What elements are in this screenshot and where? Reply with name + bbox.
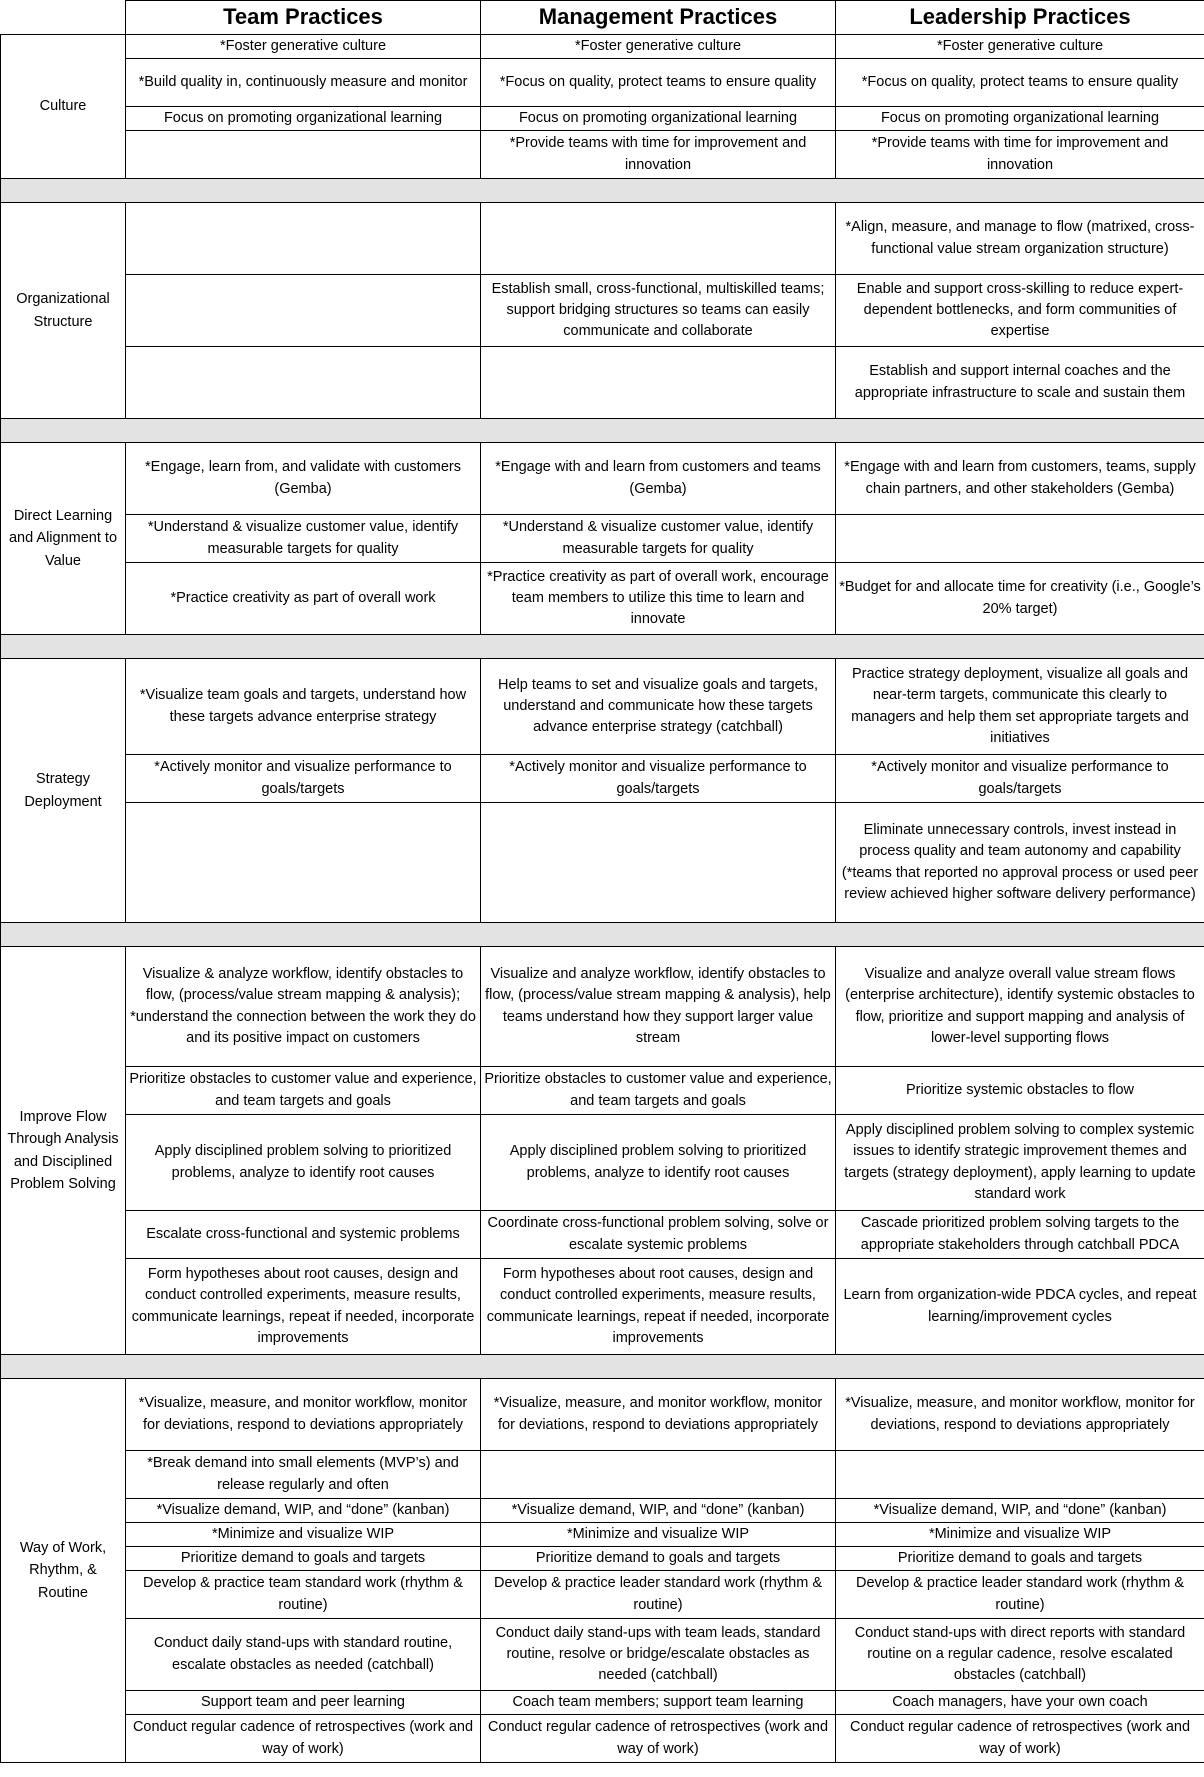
leadership-cell [836, 1451, 1204, 1499]
leadership-cell: Develop & practice leader standard work (rhythm & routine) [836, 1571, 1204, 1619]
management-cell: Conduct regular cadence of retrospectives (work and way of work) [481, 1715, 836, 1763]
table-row [1, 1715, 1204, 1763]
table-row [1, 1451, 1204, 1499]
management-cell: *Foster generative culture [481, 35, 836, 59]
team-cell [126, 131, 481, 179]
team-cell: *Understand & visualize customer value, identify measurable targets for quality [126, 515, 481, 563]
table-row [1, 1259, 1204, 1355]
management-cell [481, 803, 836, 923]
section-separator [1, 923, 1204, 947]
table-row [1, 1691, 1204, 1715]
leadership-cell: Focus on promoting organizational learning [836, 107, 1204, 131]
leadership-cell: *Visualize demand, WIP, and “done” (kanban) [836, 1499, 1204, 1523]
section-separator [1, 635, 1204, 659]
team-cell: Escalate cross-functional and systemic problems [126, 1211, 481, 1259]
team-cell: *Practice creativity as part of overall work [126, 563, 481, 635]
section-label-strategy-deployment: Strategy Deployment [1, 659, 126, 923]
team-cell: Visualize & analyze workflow, identify obstacles to flow, (process/value stream mapping & analysis); *understand the connection between the work they do and its positive impact on customers [126, 947, 481, 1067]
section-separator [1, 419, 1204, 443]
management-cell: *Visualize, measure, and monitor workflow, monitor for deviations, respond to deviations appropriately [481, 1379, 836, 1451]
management-cell: *Understand & visualize customer value, identify measurable targets for quality [481, 515, 836, 563]
section-label-way-of-work: Way of Work, Rhythm, & Routine [1, 1379, 126, 1763]
table-row [1, 347, 1204, 419]
management-cell: Coordinate cross-functional problem solving, solve or escalate systemic problems [481, 1211, 836, 1259]
team-cell: Conduct regular cadence of retrospectives (work and way of work) [126, 1715, 481, 1763]
team-cell [126, 803, 481, 923]
table-row [1, 443, 1204, 515]
leadership-cell: Apply disciplined problem solving to complex systemic issues to identify strategic improvement themes and targets (strategy deployment), apply learning to update standard work [836, 1115, 1204, 1211]
leadership-cell: Conduct regular cadence of retrospectives (work and way of work) [836, 1715, 1204, 1763]
table-row [1, 275, 1204, 347]
table-row [1, 1571, 1204, 1619]
management-cell: Coach team members; support team learning [481, 1691, 836, 1715]
table-row [1, 1067, 1204, 1115]
leadership-cell: *Foster generative culture [836, 35, 1204, 59]
section-label-organizational-structure: Organizational Structure [1, 203, 126, 419]
table-row [1, 1547, 1204, 1571]
table-row [1, 1115, 1204, 1211]
table-row [1, 1523, 1204, 1547]
team-cell: Support team and peer learning [126, 1691, 481, 1715]
leadership-cell: Practice strategy deployment, visualize all goals and near-term targets, communicate this clearly to managers and help them set appropriate targets and initiatives [836, 659, 1204, 755]
team-cell: Focus on promoting organizational learning [126, 107, 481, 131]
leadership-cell: *Minimize and visualize WIP [836, 1523, 1204, 1547]
header-team-practices: Team Practices [126, 1, 481, 35]
management-cell: Prioritize demand to goals and targets [481, 1547, 836, 1571]
leadership-cell: *Focus on quality, protect teams to ensure quality [836, 59, 1204, 107]
table-row [1, 1211, 1204, 1259]
team-cell: Apply disciplined problem solving to prioritized problems, analyze to identify root causes [126, 1115, 481, 1211]
management-cell [481, 1451, 836, 1499]
management-cell: *Visualize demand, WIP, and “done” (kanban) [481, 1499, 836, 1523]
management-cell [481, 203, 836, 275]
management-cell: Apply disciplined problem solving to prioritized problems, analyze to identify root causes [481, 1115, 836, 1211]
leadership-cell: *Align, measure, and manage to flow (matrixed, cross-functional value stream organization structure) [836, 203, 1204, 275]
leadership-cell: Learn from organization-wide PDCA cycles, and repeat learning/improvement cycles [836, 1259, 1204, 1355]
management-cell: Form hypotheses about root causes, design and conduct controlled experiments, measure results, communicate learnings, repeat if needed, incorporate improvements [481, 1259, 836, 1355]
leadership-cell: Establish and support internal coaches and the appropriate infrastructure to scale and sustain them [836, 347, 1204, 419]
management-cell: Establish small, cross-functional, multiskilled teams; support bridging structures so teams can easily communicate and collaborate [481, 275, 836, 347]
team-cell [126, 203, 481, 275]
management-cell: Focus on promoting organizational learning [481, 107, 836, 131]
team-cell: *Engage, learn from, and validate with customers (Gemba) [126, 443, 481, 515]
team-cell: *Break demand into small elements (MVP’s) and release regularly and often [126, 1451, 481, 1499]
header-management-practices: Management Practices [481, 1, 836, 35]
team-cell [126, 275, 481, 347]
team-cell: *Build quality in, continuously measure and monitor [126, 59, 481, 107]
section-label-culture: Culture [1, 35, 126, 179]
management-cell: Visualize and analyze workflow, identify obstacles to flow, (process/value stream mapping & analysis), help teams understand how they support larger value stream [481, 947, 836, 1067]
leadership-cell: Prioritize systemic obstacles to flow [836, 1067, 1204, 1115]
table-row [1, 35, 1204, 59]
management-cell: *Practice creativity as part of overall work, encourage team members to utilize this time to learn and innovate [481, 563, 836, 635]
leadership-cell [836, 515, 1204, 563]
leadership-cell: *Provide teams with time for improvement and innovation [836, 131, 1204, 179]
team-cell: *Actively monitor and visualize performance to goals/targets [126, 755, 481, 803]
leadership-cell: Enable and support cross-skilling to reduce expert-dependent bottlenecks, and form communities of expertise [836, 275, 1204, 347]
leadership-cell: Prioritize demand to goals and targets [836, 1547, 1204, 1571]
leadership-cell: *Actively monitor and visualize performance to goals/targets [836, 755, 1204, 803]
table-row [1, 203, 1204, 275]
team-cell: *Visualize team goals and targets, understand how these targets advance enterprise strategy [126, 659, 481, 755]
management-cell: *Provide teams with time for improvement and innovation [481, 131, 836, 179]
header-leadership-practices: Leadership Practices [836, 1, 1204, 35]
team-cell: *Foster generative culture [126, 35, 481, 59]
team-cell: Conduct daily stand-ups with standard routine, escalate obstacles as needed (catchball) [126, 1619, 481, 1691]
management-cell: Develop & practice leader standard work (rhythm & routine) [481, 1571, 836, 1619]
table-row [1, 947, 1204, 1067]
management-cell [481, 347, 836, 419]
leadership-cell: Cascade prioritized problem solving targets to the appropriate stakeholders through catchball PDCA [836, 1211, 1204, 1259]
team-cell: Prioritize demand to goals and targets [126, 1547, 481, 1571]
corner-cell [1, 1, 126, 35]
section-label-direct-learning: Direct Learning and Alignment to Value [1, 443, 126, 635]
management-cell: *Actively monitor and visualize performance to goals/targets [481, 755, 836, 803]
leadership-cell: Coach managers, have your own coach [836, 1691, 1204, 1715]
section-label-improve-flow: Improve Flow Through Analysis and Disciplined Problem Solving [1, 947, 126, 1355]
table-row [1, 515, 1204, 563]
team-cell [126, 347, 481, 419]
team-cell: *Visualize demand, WIP, and “done” (kanban) [126, 1499, 481, 1523]
team-cell: *Minimize and visualize WIP [126, 1523, 481, 1547]
team-cell: Develop & practice team standard work (rhythm & routine) [126, 1571, 481, 1619]
table-row [1, 755, 1204, 803]
leadership-cell: Eliminate unnecessary controls, invest instead in process quality and team autonomy and capability (*teams that reported no approval process or used peer review achieved higher software delivery performance) [836, 803, 1204, 923]
management-cell: *Engage with and learn from customers and teams (Gemba) [481, 443, 836, 515]
leadership-cell: *Budget for and allocate time for creativity (i.e., Google’s 20% target) [836, 563, 1204, 635]
management-cell: Help teams to set and visualize goals and targets, understand and communicate how these targets advance enterprise strategy (catchball) [481, 659, 836, 755]
leadership-cell: *Engage with and learn from customers, teams, supply chain partners, and other stakeholders (Gemba) [836, 443, 1204, 515]
table-row [1, 1499, 1204, 1523]
header-row [1, 1, 1204, 35]
table-row [1, 1619, 1204, 1691]
table-row [1, 107, 1204, 131]
leadership-cell: *Visualize, measure, and monitor workflow, monitor for deviations, respond to deviations appropriately [836, 1379, 1204, 1451]
table-row [1, 563, 1204, 635]
table-row [1, 659, 1204, 755]
leadership-cell: Visualize and analyze overall value stream flows (enterprise architecture), identify systemic obstacles to flow, prioritize and support mapping and analysis of lower-level supporting flows [836, 947, 1204, 1067]
section-separator [1, 179, 1204, 203]
table-row [1, 59, 1204, 107]
table-row [1, 1379, 1204, 1451]
team-cell: Prioritize obstacles to customer value and experience, and team targets and goals [126, 1067, 481, 1115]
management-cell: *Focus on quality, protect teams to ensure quality [481, 59, 836, 107]
management-cell: Prioritize obstacles to customer value and experience, and team targets and goals [481, 1067, 836, 1115]
table-row [1, 803, 1204, 923]
management-cell: Conduct daily stand-ups with team leads, standard routine, resolve or bridge/escalate obstacles as needed (catchball) [481, 1619, 836, 1691]
team-cell: Form hypotheses about root causes, design and conduct controlled experiments, measure results, communicate learnings, repeat if needed, incorporate improvements [126, 1259, 481, 1355]
section-separator [1, 1355, 1204, 1379]
table-row [1, 131, 1204, 179]
leadership-cell: Conduct stand-ups with direct reports with standard routine on a regular cadence, resolve escalated obstacles (catchball) [836, 1619, 1204, 1691]
team-cell: *Visualize, measure, and monitor workflow, monitor for deviations, respond to deviations appropriately [126, 1379, 481, 1451]
management-cell: *Minimize and visualize WIP [481, 1523, 836, 1547]
